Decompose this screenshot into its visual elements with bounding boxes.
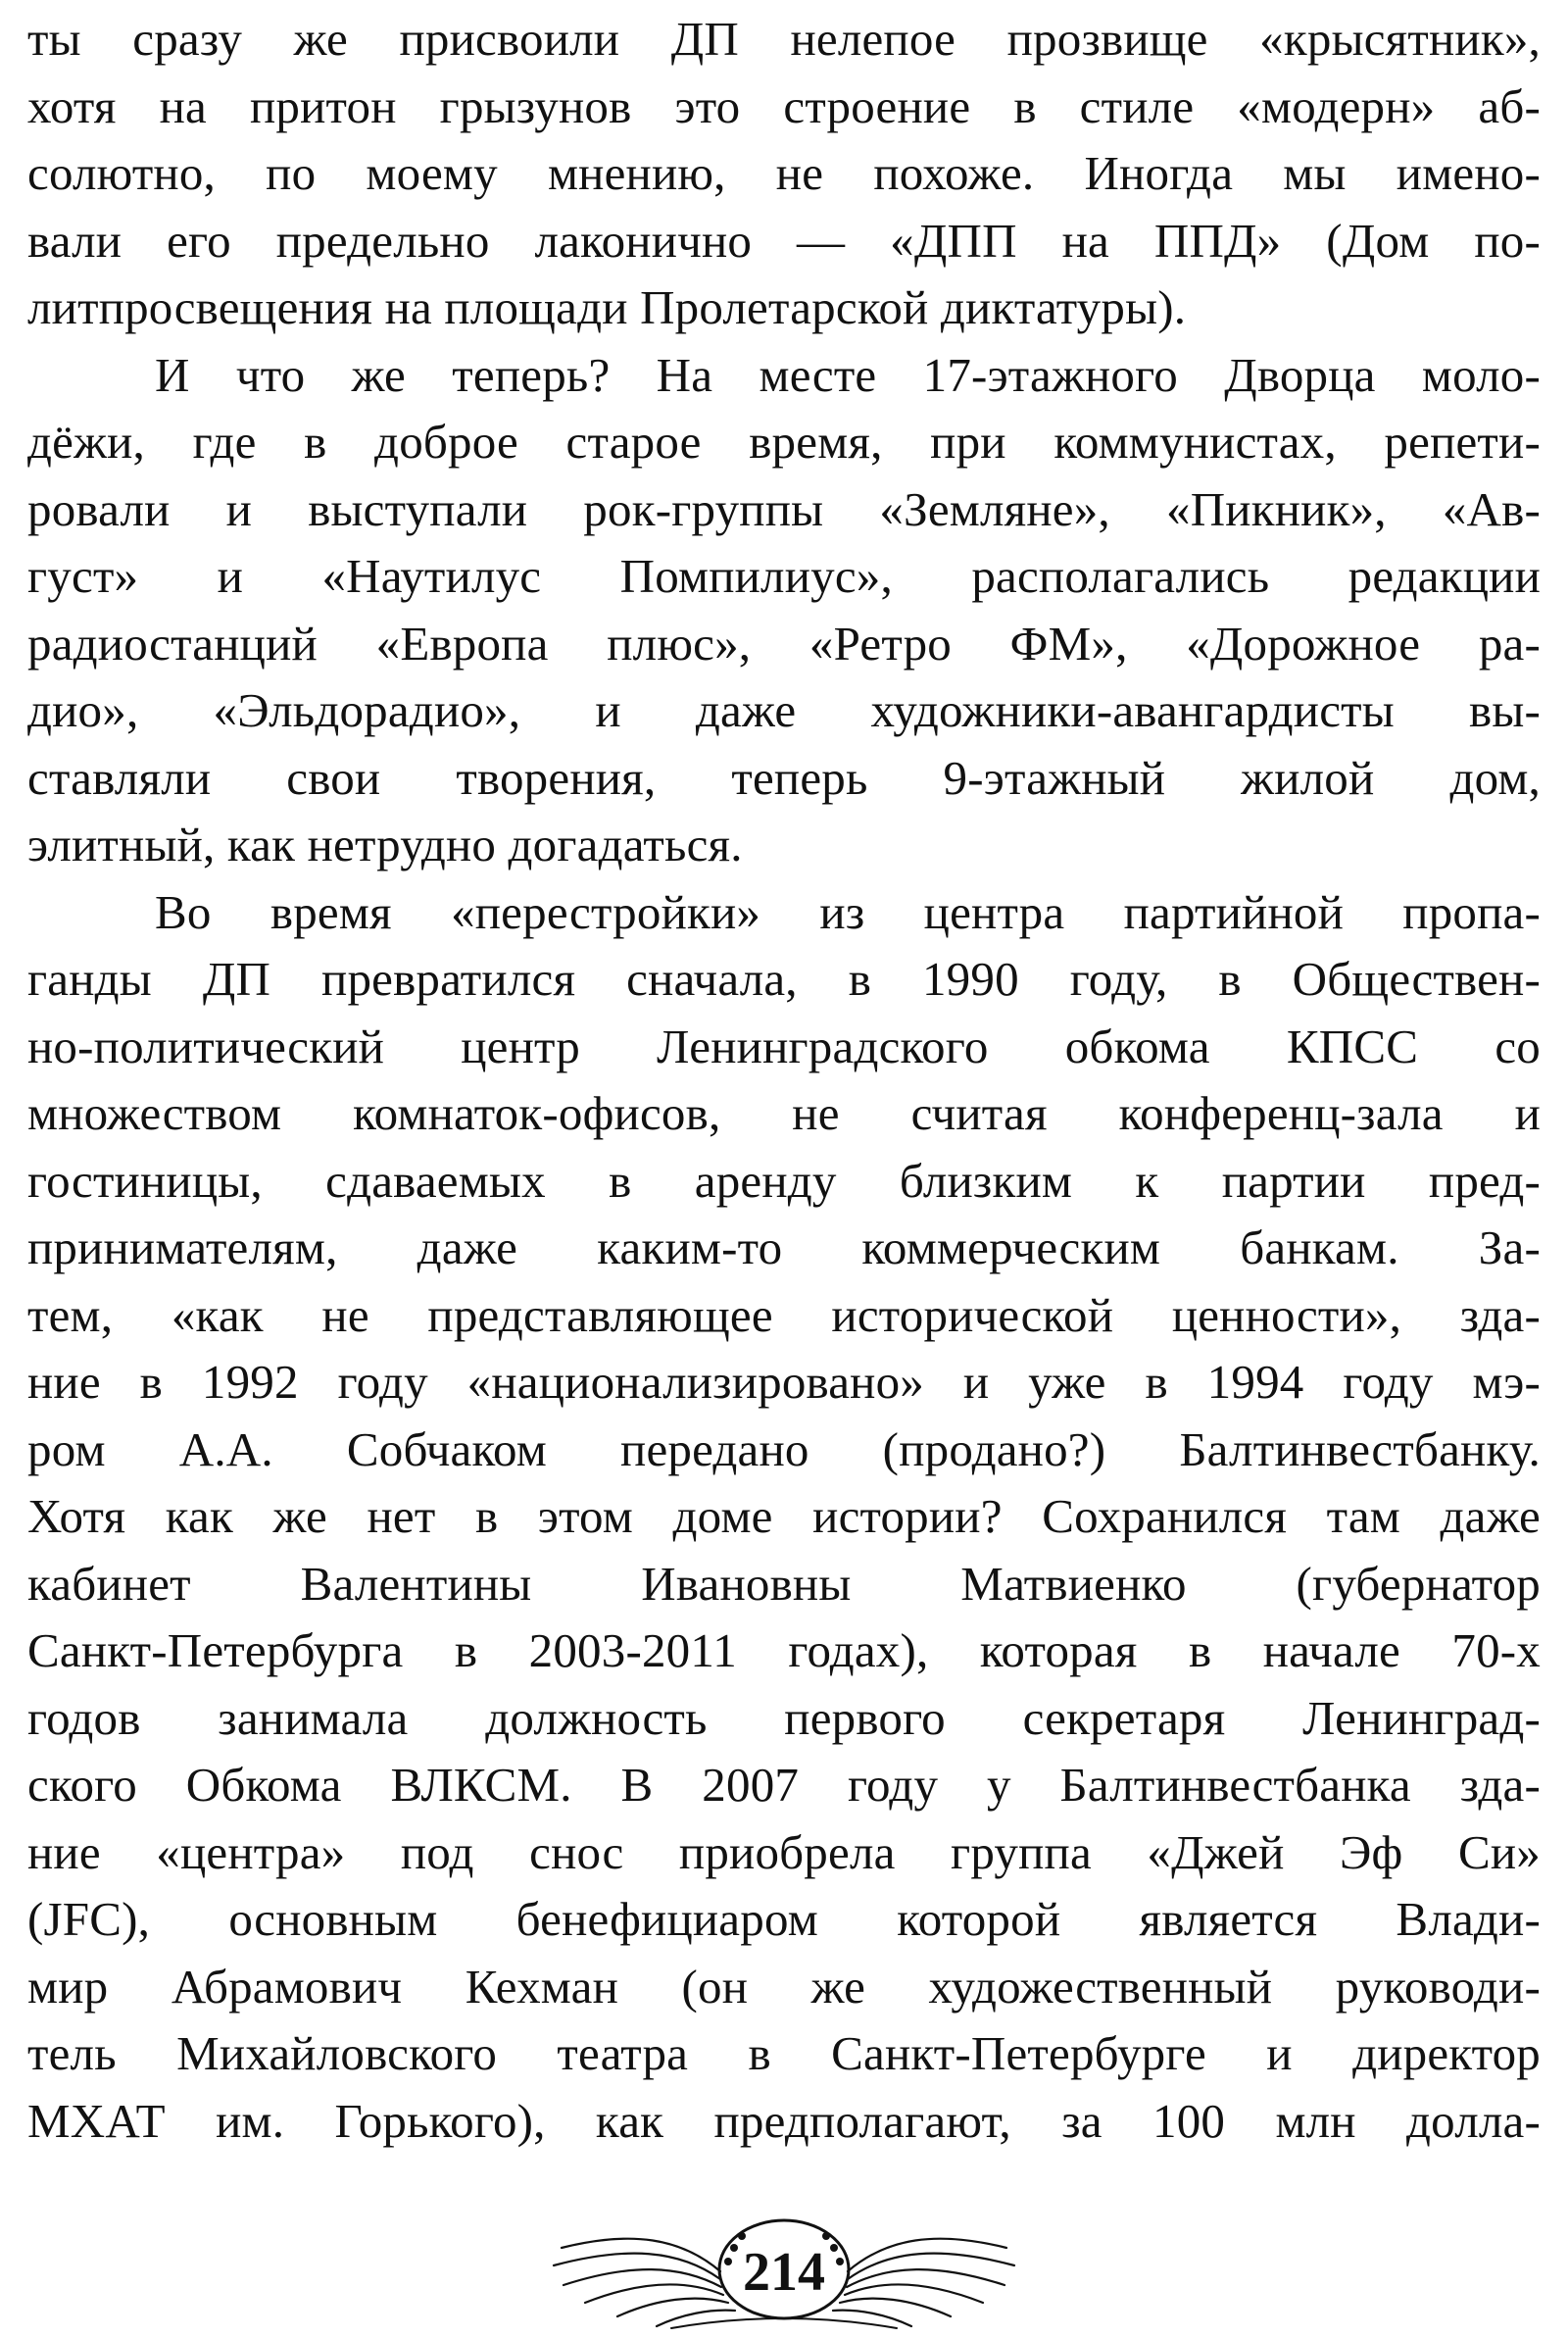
text-line-4: вали его предельно лаконично — «ДПП на ППД» (Дом по-	[27, 213, 1541, 268]
text-line-19: принимателям, даже каким-то коммерческим банкам. За-	[27, 1220, 1541, 1274]
text-line-10: радиостанций «Европа плюс», «Ретро ФМ», «Дорожное ра-	[27, 616, 1541, 671]
text-line-7: дёжи, где в доброе старое время, при коммунистах, репети-	[27, 415, 1541, 469]
text-line-14: Во время «перестройки» из центра партийной пропа-	[155, 884, 1541, 939]
text-line-22: ром А.А. Собчаком передано (продано?) Балтинвестбанку.	[27, 1421, 1541, 1476]
ornament-left-feather-5	[617, 2299, 728, 2316]
text-line-9: густ» и «Наутилус Помпилиус», располагались редакции	[27, 549, 1541, 603]
page-body	[27, 6, 1541, 2155]
text-line-13: элитный, как нетрудно догадаться.	[27, 818, 743, 871]
text-line-12: ставляли свои творения, теперь 9-этажный жилой дом,	[27, 750, 1541, 805]
text-line-5: литпросвещения на площади Пролетарской диктатуры).	[27, 280, 1187, 334]
text-line-27: ского Обкома ВЛКСМ. В 2007 году у Балтинвестбанка зда-	[27, 1758, 1541, 1812]
text-line-17: множеством комнаток-офисов, не считая конференц-зала и	[27, 1086, 1541, 1140]
text-line-8: ровали и выступали рок-группы «Земляне», «Пикник», «Ав-	[27, 481, 1541, 536]
text-line-15: ганды ДП превратился сначала, в 1990 году, в Обществен-	[27, 952, 1541, 1006]
text-line-16: но-политический центр Ленинградского обкома КПСС со	[27, 1019, 1541, 1073]
text-line-18: гостиницы, сдаваемых в аренду близким к партии пред-	[27, 1153, 1541, 1208]
text-line-30: мир Абрамович Кехман (он же художественный руководи-	[27, 1959, 1541, 2014]
text-line-28: ние «центра» под снос приобрела группа «Джей Эф Си»	[27, 1824, 1541, 1879]
text-line-23: Хотя как же нет в этом доме истории? Сохранился там даже	[27, 1489, 1541, 1543]
page-number: 214	[743, 2242, 825, 2303]
text-line-3: солютно, по моему мнению, не похоже. Иногда мы имено-	[27, 146, 1541, 200]
text-line-2: хотя на притон грызунов это строение в стиле «модерн» аб-	[27, 78, 1541, 133]
text-line-1: ты сразу же присвоили ДП нелепое прозвище «крысятник»,	[27, 12, 1541, 66]
text-line-21: ние в 1992 году «национализировано» и уже в 1994 году мэ-	[27, 1355, 1541, 1409]
text-line-29: (JFC), основным бенефициаром которой является Влади-	[27, 1892, 1541, 1946]
text-line-26: годов занимала должность первого секретаря Ленинград-	[27, 1690, 1541, 1745]
text-line-20: тем, «как не представляющее исторической ценности», зда-	[27, 1287, 1541, 1342]
text-line-25: Санкт-Петербурга в 2003-2011 годах), которая в начале 70-х	[27, 1623, 1541, 1677]
text-line-32: МХАТ им. Горького), как предполагают, за 100 млн долла-	[27, 2093, 1541, 2148]
text-line-24: кабинет Валентины Ивановны Матвиенко (губернатор	[27, 1556, 1541, 1611]
text-line-6: И что же теперь? На месте 17-этажного Дворца моло-	[155, 347, 1541, 402]
ornament-right-feather-5	[840, 2299, 951, 2316]
text-line-31: тель Михайловского театра в Санкт-Петербурге и директор	[27, 2026, 1541, 2080]
text-line-11: дио», «Эльдорадио», и даже художники-авангардисты вы-	[27, 683, 1541, 737]
